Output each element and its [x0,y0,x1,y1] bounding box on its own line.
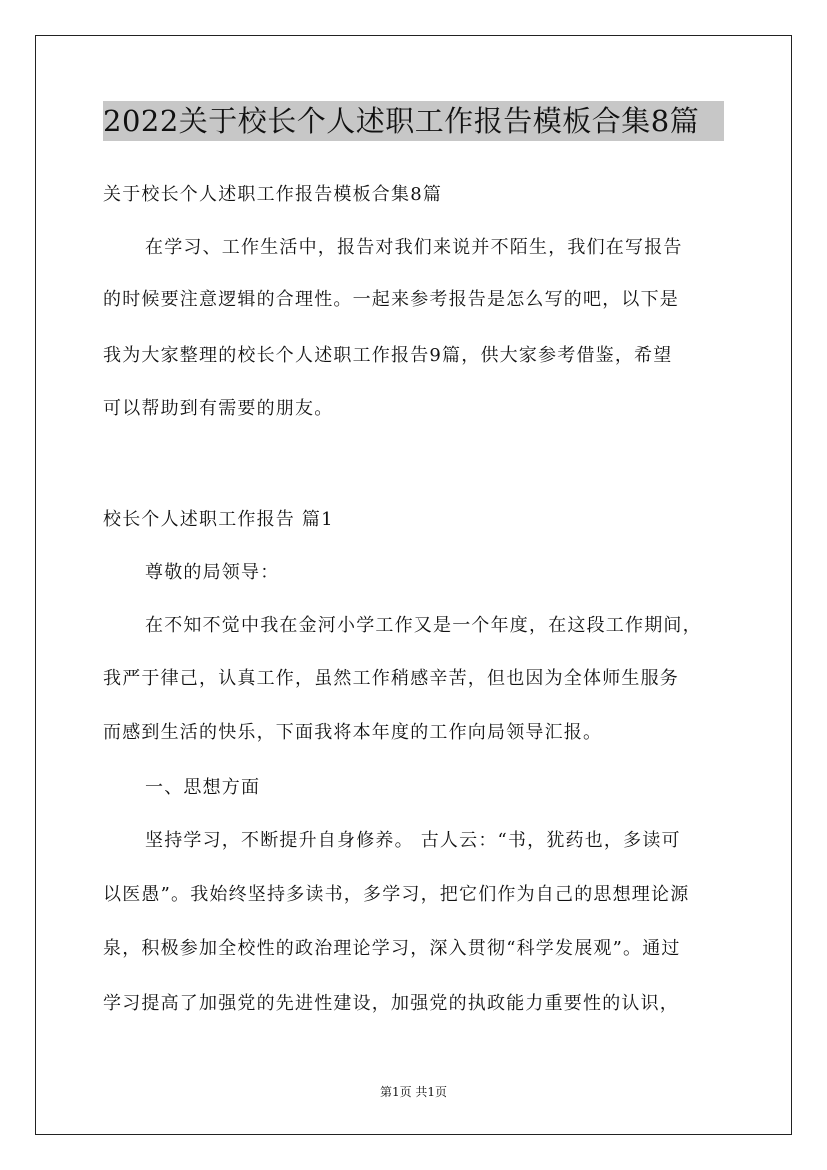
paragraph-line: 以医愚”。我始终坚持多读书，多学习，把它们作为自己的思想理论源 [103,884,690,905]
section-heading: 校长个人述职工作报告 篇1 [103,509,334,530]
document-subtitle: 关于校长个人述职工作报告模板合集8篇 [103,184,443,205]
paragraph-line: 在不知不觉中我在金河小学工作又是一个年度，在这段工作期间， [145,615,702,636]
intro-line: 我为大家整理的校长个人述职工作报告9篇，供大家参考借鉴，希望 [103,345,673,366]
paragraph-line: 坚持学习，不断提升自身修养。 古人云：“书，犹药也，多读可 [145,830,681,851]
paragraph-line: 而感到生活的快乐，下面我将本年度的工作向局领导汇报。 [103,722,603,743]
paragraph-line: 我严于律己，认真工作，虽然工作稍感辛苦，但也因为全体师生服务 [103,668,679,689]
paragraph-line: 泉，积极参加全校性的政治理论学习，深入贯彻“科学发展观”。通过 [103,938,681,959]
salutation: 尊敬的局领导： [145,562,280,583]
intro-line: 可以帮助到有需要的朋友。 [103,398,334,419]
subheading: 一、思想方面 [145,777,261,798]
document-title: 2022关于校长个人述职工作报告模板合集8篇 [103,101,724,141]
page-footer: 第1页 共1页 [379,1085,448,1099]
paragraph-line: 学习提高了加强党的先进性建设，加强党的执政能力重要性的认识， [103,993,679,1014]
intro-line: 的时候要注意逻辑的合理性。一起来参考报告是怎么写的吧，以下是 [103,289,679,310]
intro-line: 在学习、工作生活中，报告对我们来说并不陌生，我们在写报告 [145,237,683,258]
